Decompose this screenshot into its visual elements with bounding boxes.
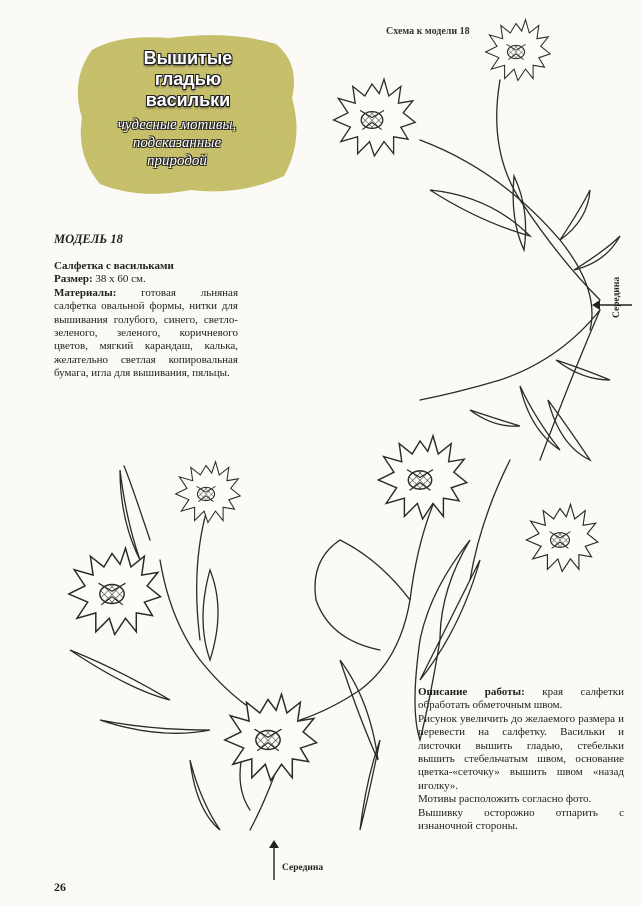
cornflower-4 xyxy=(526,504,597,571)
cornflower-5 xyxy=(176,462,241,523)
cornflower-1 xyxy=(486,20,551,81)
middle-marker-right: Середина xyxy=(612,276,622,318)
cornflower-2 xyxy=(334,79,416,156)
middle-arrow-bottom xyxy=(269,840,279,880)
page-number: 26 xyxy=(54,880,66,894)
size-line: Размер: 38 х 60 см. xyxy=(54,273,146,286)
work-description: Описание работы: края салфетки обработать обметочным швом. Рисунок увеличить до желаемого размера и перевести на салфетку. Васильки и листочки вышить гладью, стебельки вышить стебельчатым швом, основание цветка-«сеточку» вышить швом «назад иголку». Мотивы расположить согласно фото. Вышивку осторожно отпарить с изнаночной стороны. xyxy=(418,686,624,833)
scheme-label: Схема к модели 18 xyxy=(386,26,470,37)
model-info xyxy=(54,260,238,381)
model-heading: МОДЕЛЬ 18 xyxy=(54,232,123,246)
middle-marker-bottom: Середина xyxy=(282,863,324,873)
materials-text: Материалы: готовая льняная салфетка овальной формы, нитки для вышивания голубого, синего, светло-зеленого, зеленого, коричневого цветов, мягкий карандаш, калька, желательно светлая копировальная бумага, игла для вышивания, пяльцы. xyxy=(54,286,239,380)
cornflower-6 xyxy=(69,548,161,634)
page-subtitle: чудесные мотивы, подсказанные природой xyxy=(117,117,237,169)
cornflower-7 xyxy=(225,694,317,780)
cornflower-3 xyxy=(378,436,466,519)
item-name: Салфетка с васильками xyxy=(54,260,174,272)
page-title: Вышитые гладью васильки xyxy=(143,48,233,110)
